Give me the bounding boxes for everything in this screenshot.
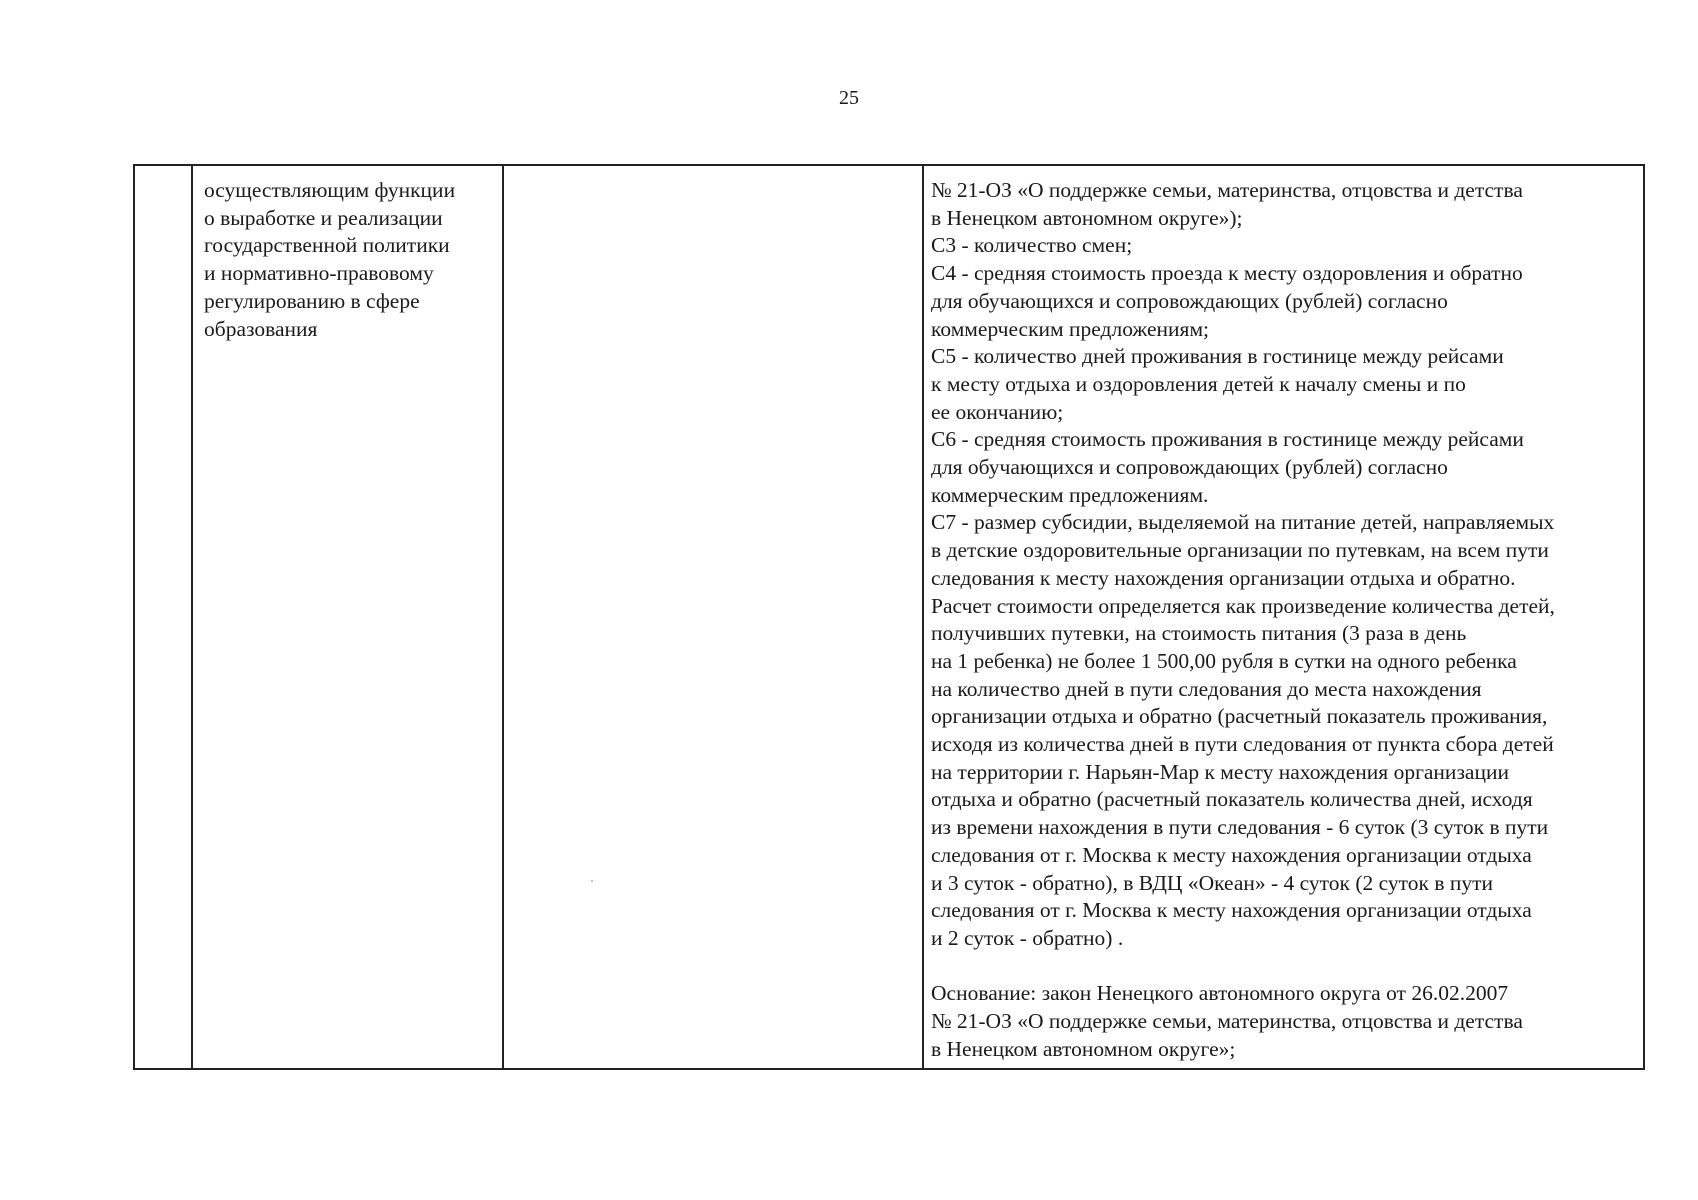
- page-number: 25: [839, 87, 859, 109]
- paragraph-spacer: [931, 953, 1635, 981]
- scan-speck: [591, 880, 593, 882]
- table-cell-executor: [192, 165, 503, 1069]
- text-line: на количество дней в пути следования до места нахождения: [931, 676, 1482, 701]
- text-line: С7 - размер субсидии, выделяемой на питание детей, направляемых: [931, 510, 1555, 535]
- text-line: следования от г. Москва к месту нахождения организации отдыха: [931, 842, 1532, 867]
- table-cell-number: [134, 165, 192, 1069]
- calculation-paragraph: [931, 177, 1635, 953]
- text-line: для обучающихся и сопровождающих (рублей) согласно: [931, 288, 1448, 313]
- text-line: № 21-ОЗ «О поддержке семьи, материнства, отцовства и детства: [931, 1009, 1523, 1034]
- text-line: и 2 суток - обратно) .: [931, 925, 1124, 950]
- executor-text: [193, 166, 502, 343]
- text-line: получивших путевки, на стоимость питания (3 раза в день: [931, 621, 1467, 646]
- text-line: Основание: закон Ненецкого автономного округа от 26.02.2007: [931, 981, 1509, 1006]
- text-line: на территории г. Нарьян-Мар к месту нахождения организации: [931, 759, 1509, 784]
- text-line: регулированию в сфере: [204, 288, 420, 313]
- table-cell-calculation: [923, 165, 1644, 1069]
- text-line: ее окончанию;: [931, 399, 1064, 424]
- text-line: для обучающихся и сопровождающих (рублей) согласно: [931, 455, 1448, 480]
- text-line: и нормативно-правовому: [204, 261, 434, 286]
- table-cell-empty: [503, 165, 923, 1069]
- text-line: следования от г. Москва к месту нахождения организации отдыха: [931, 898, 1532, 923]
- text-line: Расчет стоимости определяется как произведение количества детей,: [931, 593, 1555, 618]
- text-line: к месту отдыха и оздоровления детей к началу смены и по: [931, 371, 1466, 396]
- text-line: организации отдыха и обратно (расчетный показатель проживания,: [931, 704, 1548, 729]
- text-line: С3 - количество смен;: [931, 233, 1133, 258]
- text-line: коммерческим предложениям;: [931, 316, 1210, 341]
- text-line: С6 - средняя стоимость проживания в гостинице между рейсами: [931, 427, 1524, 452]
- text-line: исходя из количества дней в пути следования от пункта сбора детей: [931, 732, 1554, 757]
- text-line: государственной политики: [204, 233, 450, 258]
- text-line: С4 - средняя стоимость проезда к месту оздоровления и обратно: [931, 261, 1523, 286]
- text-line: отдыха и обратно (расчетный показатель количества дней, исходя: [931, 787, 1533, 812]
- calculation-text: [924, 166, 1643, 1063]
- text-line: и 3 суток - обратно), в ВДЦ «Океан» - 4 суток (2 суток в пути: [931, 870, 1494, 895]
- text-line: о выработке и реализации: [204, 205, 443, 230]
- text-line: следования к месту нахождения организации отдыха и обратно.: [931, 565, 1516, 590]
- text-line: образования: [204, 316, 318, 341]
- text-line: из времени нахождения в пути следования - 6 суток (3 суток в пути: [931, 815, 1549, 840]
- text-line: в детские оздоровительные организации по путевкам, на всем пути: [931, 538, 1549, 563]
- document-table: [133, 164, 1645, 1070]
- text-line: № 21-ОЗ «О поддержке семьи, материнства, отцовства и детства: [931, 178, 1523, 202]
- text-line: на 1 ребенка) не более 1 500,00 рубля в сутки на одного ребенка: [931, 648, 1517, 673]
- text-line: коммерческим предложениям.: [931, 482, 1209, 507]
- text-line: в Ненецком автономном округе»);: [931, 205, 1243, 230]
- basis-paragraph: [931, 980, 1635, 1063]
- text-line: осуществляющим функции: [204, 178, 456, 202]
- table-row: [134, 165, 1644, 1069]
- text-line: в Ненецком автономном округе»;: [931, 1036, 1236, 1061]
- text-line: С5 - количество дней проживания в гостинице между рейсами: [931, 344, 1504, 369]
